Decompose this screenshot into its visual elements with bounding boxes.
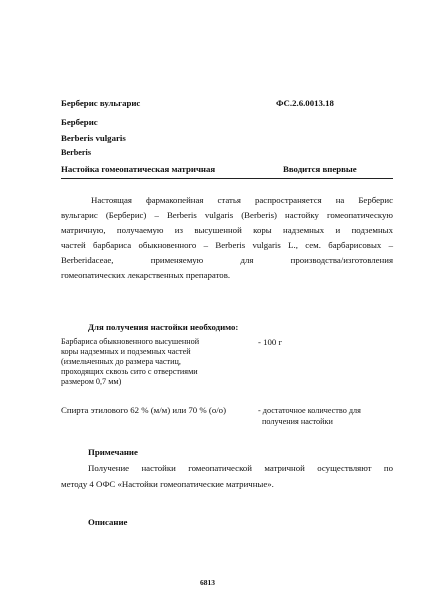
monograph-latin-name: Berberis vulgaris xyxy=(61,133,126,143)
raw-material-line-2: коры надземных и подземных частей xyxy=(61,347,191,356)
note-line-1: Получение настойки гомеопатической матричной осуществляют по xyxy=(88,463,393,473)
introduction-status: Вводится впервые xyxy=(283,164,357,174)
intro-line-2: вульгарис (Берберис) – Berberis vulgaris (Berberis) настойку гомеопатическую xyxy=(61,210,393,220)
raw-material-line-5: размером 0,7 мм) xyxy=(61,377,122,386)
solvent-amount-line-2: получения настойки xyxy=(262,417,333,426)
intro-line-6: гомеопатических лекарственных препаратов. xyxy=(61,270,231,280)
description-heading: Описание xyxy=(88,517,128,527)
solvent-line: Спирта этилового 62 % (м/м) или 70 % (о/о) xyxy=(61,405,227,415)
note-heading: Примечание xyxy=(88,447,138,457)
requirements-heading: Для получения настойки необходимо: xyxy=(88,322,239,332)
solvent-amount-line-1: - достаточное количество для xyxy=(258,406,361,415)
monograph-name-russian: Берберис вульгарис xyxy=(61,98,141,108)
raw-material-amount: - 100 г xyxy=(258,337,283,347)
intro-line-5: Berberidaceae, применяемую для производства/изготовления xyxy=(61,255,393,265)
monograph-name-russian-short: Берберис xyxy=(61,117,98,127)
monograph-code: ФС.2.6.0013.18 xyxy=(276,98,334,108)
raw-material-line-1: Барбариса обыкновенного высушенной xyxy=(61,337,200,346)
page-number: 6813 xyxy=(200,578,215,587)
intro-line-1: Настоящая фармакопейная статья распространяется на Берберис xyxy=(91,195,393,205)
monograph-latin-short: Berberis xyxy=(61,148,92,157)
intro-line-4: частей барбариса обыкновенного – Berberis vulgaris L., сем. барбарисовых – xyxy=(61,240,393,250)
note-line-2: методу 4 ОФС «Настойки гомеопатические матричные». xyxy=(61,479,274,489)
raw-material-line-4: проходящих сквозь сито с отверстиями xyxy=(61,367,198,376)
intro-line-3: матричную, получаемую из высушенной коры надземных и подземных xyxy=(61,225,393,235)
document-type: Настойка гомеопатическая матричная xyxy=(61,164,216,174)
header-rule xyxy=(61,178,393,179)
raw-material-line-3: (измельченных до размера частиц, xyxy=(61,357,181,366)
